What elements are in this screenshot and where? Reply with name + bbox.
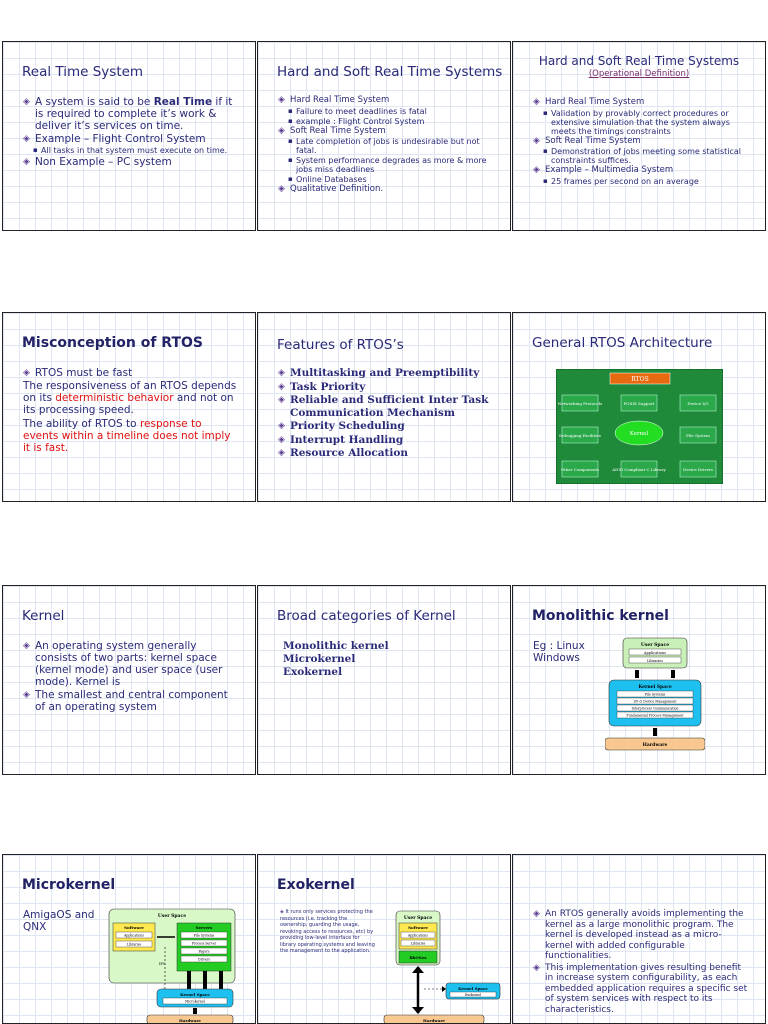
diagram-label: Process Server	[191, 941, 217, 946]
category-item: Exokernel	[283, 666, 343, 678]
bullet: ◈ Example – Flight Control System	[23, 133, 239, 145]
sub-bullet: ▪ Late completion of jobs is undesirable but not fatal.	[278, 137, 494, 155]
slide-title: Microkernel	[22, 877, 116, 893]
slide-subtitle: (Operational Definition)	[588, 69, 690, 79]
feature-item: ◈ Interrupt Handling	[278, 434, 494, 447]
bullet: ◈ Non Example – PC system	[23, 156, 239, 168]
diagram-label: Libraries	[126, 942, 142, 947]
sub-bullet: ▪ Failure to meet deadlines is fatal	[278, 107, 494, 116]
diagram-label: ANSI Compliant C Library	[612, 467, 666, 472]
feature-item: ◈ Reliable and Sufficient Inter Task Communication Mechanism	[278, 394, 494, 419]
bullet: ◈ The smallest and central component of an operating system	[23, 689, 239, 713]
diagram-label: I/O & Device Management	[633, 699, 677, 704]
diagram-label: File Systems	[644, 692, 666, 697]
slide-exokernel	[257, 854, 511, 1024]
slide-monolithic-kernel	[512, 585, 766, 775]
slide-microkernel	[2, 854, 256, 1024]
slide-rtos-architecture	[512, 312, 766, 502]
rtos-architecture-diagram	[556, 369, 723, 484]
slide-title: Kernel	[22, 608, 65, 624]
slide-features	[257, 312, 511, 502]
slide-title: General RTOS Architecture	[532, 335, 713, 351]
diagram-label: Software	[124, 925, 144, 930]
bullet: ◈ Soft Real Time System	[278, 127, 494, 137]
diagram-label: libOSes	[409, 955, 427, 960]
sub-bullet: ▪ System performance degrades as more & more jobs miss deadlines	[278, 156, 494, 174]
example-line: QNX	[23, 921, 47, 933]
diagram-label: Interprocess Communication	[631, 706, 679, 711]
sub-bullet: ▪ Validation by provably correct procedures or extensive simulation that the system always meets the timings constraints	[533, 109, 749, 136]
example-line: AmigaOS and	[23, 909, 95, 921]
sub-bullet: ▪ Online Databases	[278, 175, 494, 184]
diagram-label: Hardware	[179, 1018, 201, 1023]
sub-bullet: ▪ Demonstration of jobs meeting some statistical constraints suffices.	[533, 147, 749, 165]
bullet: ◈ An operating system generally consists of two parts: kernel space (kernel mode) and user space (user mode). Kernel is	[23, 640, 239, 688]
sub-bullet: ▪ example : Flight Control System	[278, 117, 494, 126]
diagram-label: Libraries	[646, 659, 664, 663]
diagram-label: Exokernel	[464, 993, 482, 997]
slide-title: Features of RTOS’s	[277, 337, 404, 353]
slide-title: Broad categories of Kernel	[277, 608, 456, 624]
slide-title: Misconception of RTOS	[22, 335, 203, 351]
paragraph: The ability of RTOS to response to events within a timeline does not imply it is fast.	[23, 418, 231, 454]
slide-title: Monolithic kernel	[532, 608, 669, 624]
category-item: Microkernel	[283, 653, 356, 665]
diagram-label: Other Components	[560, 467, 600, 472]
slide-misconception	[2, 312, 256, 502]
diagram-label: Kernel Space	[638, 685, 672, 690]
bullet: ◈ Hard Real Time System	[533, 98, 749, 108]
diagram-label: Debugging Facilities	[559, 433, 601, 438]
microkernel-diagram	[107, 907, 239, 1024]
feature-item: ◈ Multitasking and Preemptibility	[278, 367, 494, 380]
slide-kernel	[2, 585, 256, 775]
diagram-label: Applications	[407, 933, 429, 938]
diagram-label: Device I/O	[687, 401, 709, 406]
diagram-label: Drivers	[198, 957, 210, 962]
slide-real-time-system	[2, 41, 256, 231]
exokernel-description: ◈ It runs only services protecting the resources (i.e. tracking the ownership, guarding the usage, revoking access to resources, etc) by providing low-level interface for library operating systems and leaving the management to the application.	[280, 909, 375, 954]
diagram-label: Software	[408, 925, 428, 930]
slide-title: Real Time System	[22, 64, 144, 80]
feature-item: ◈ Resource Allocation	[278, 447, 494, 460]
diagram-label: Servers	[195, 925, 213, 930]
diagram-label: RTOS	[631, 376, 649, 383]
diagram-label: Fundamental Process Management	[626, 713, 684, 718]
bullet: ◈ Soft Real Time System	[533, 137, 749, 147]
monolithic-diagram	[605, 636, 705, 752]
exokernel-diagram	[370, 909, 502, 1024]
bullet: ◈ Example – Multimedia System	[533, 166, 749, 176]
diagram-label: User Space	[640, 643, 670, 648]
bullet: ◈ An RTOS generally avoids implementing the kernel as a large monolithic program. The kernel is developed instead as a micro-kernel with added configurable functionalities.	[533, 909, 749, 962]
diagram-label: Applications	[123, 933, 145, 938]
diagram-label: File Systems	[193, 933, 215, 938]
category-item: Monolithic kernel	[283, 640, 389, 652]
diagram-label: File System	[686, 433, 710, 438]
diagram-label: Microkernel	[185, 999, 205, 1004]
diagram-label: POSIX Support	[623, 401, 655, 406]
diagram-label: Kernel Space	[458, 986, 488, 991]
diagram-label: Kernel Space	[180, 992, 210, 997]
bullet: ◈ Qualitative Definition.	[278, 185, 494, 195]
diagram-label: User Space	[403, 916, 433, 921]
slide-title: Hard and Soft Real Time Systems	[277, 64, 503, 80]
slide-rtos-kernel-design	[512, 854, 766, 1024]
example-line: Windows	[533, 652, 580, 664]
sub-bullet: ▪ 25 frames per second on an average	[533, 177, 749, 186]
diagram-label: Hardware	[423, 1018, 445, 1023]
slide-title: Hard and Soft Real Time Systems	[538, 54, 740, 68]
slide-title: Exokernel	[277, 877, 355, 893]
example-line: Eg : Linux	[533, 640, 585, 652]
paragraph: The responsiveness of an RTOS depends on its deterministic behavior and not on its processing speed.	[23, 380, 237, 416]
diagram-label: Kernel	[629, 431, 649, 437]
bullet: ◈ RTOS must be fast	[23, 367, 239, 379]
diagram-label: Pagers	[198, 949, 210, 954]
diagram-label: Libraries	[410, 941, 426, 946]
diagram-label: IPC	[159, 962, 166, 966]
bullet: ◈ A system is said to be Real Time if it is required to complete it’s work & deliver it’s services on time.	[23, 96, 239, 132]
slide-hard-soft-rt-operational	[512, 41, 766, 231]
slide-kernel-categories	[257, 585, 511, 775]
diagram-label: User Space	[157, 914, 187, 919]
diagram-label: Device Drivers	[683, 467, 713, 472]
bullet: ◈ This implementation gives resulting benefit in increase system configurability, as each embedded application requires a specific set of system services with respect to its characteristics.	[533, 963, 749, 1016]
diagram-label: Applications	[644, 651, 666, 655]
slide-hard-soft-rt	[257, 41, 511, 231]
diagram-label: Hardware	[642, 743, 668, 748]
diagram-label: Networking Protocols	[557, 401, 603, 406]
bullet: ◈ Hard Real Time System	[278, 96, 494, 106]
feature-item: ◈ Priority Scheduling	[278, 420, 494, 433]
sub-bullet: ▪ All tasks in that system must execute on time.	[23, 146, 239, 155]
feature-item: ◈ Task Priority	[278, 381, 494, 394]
